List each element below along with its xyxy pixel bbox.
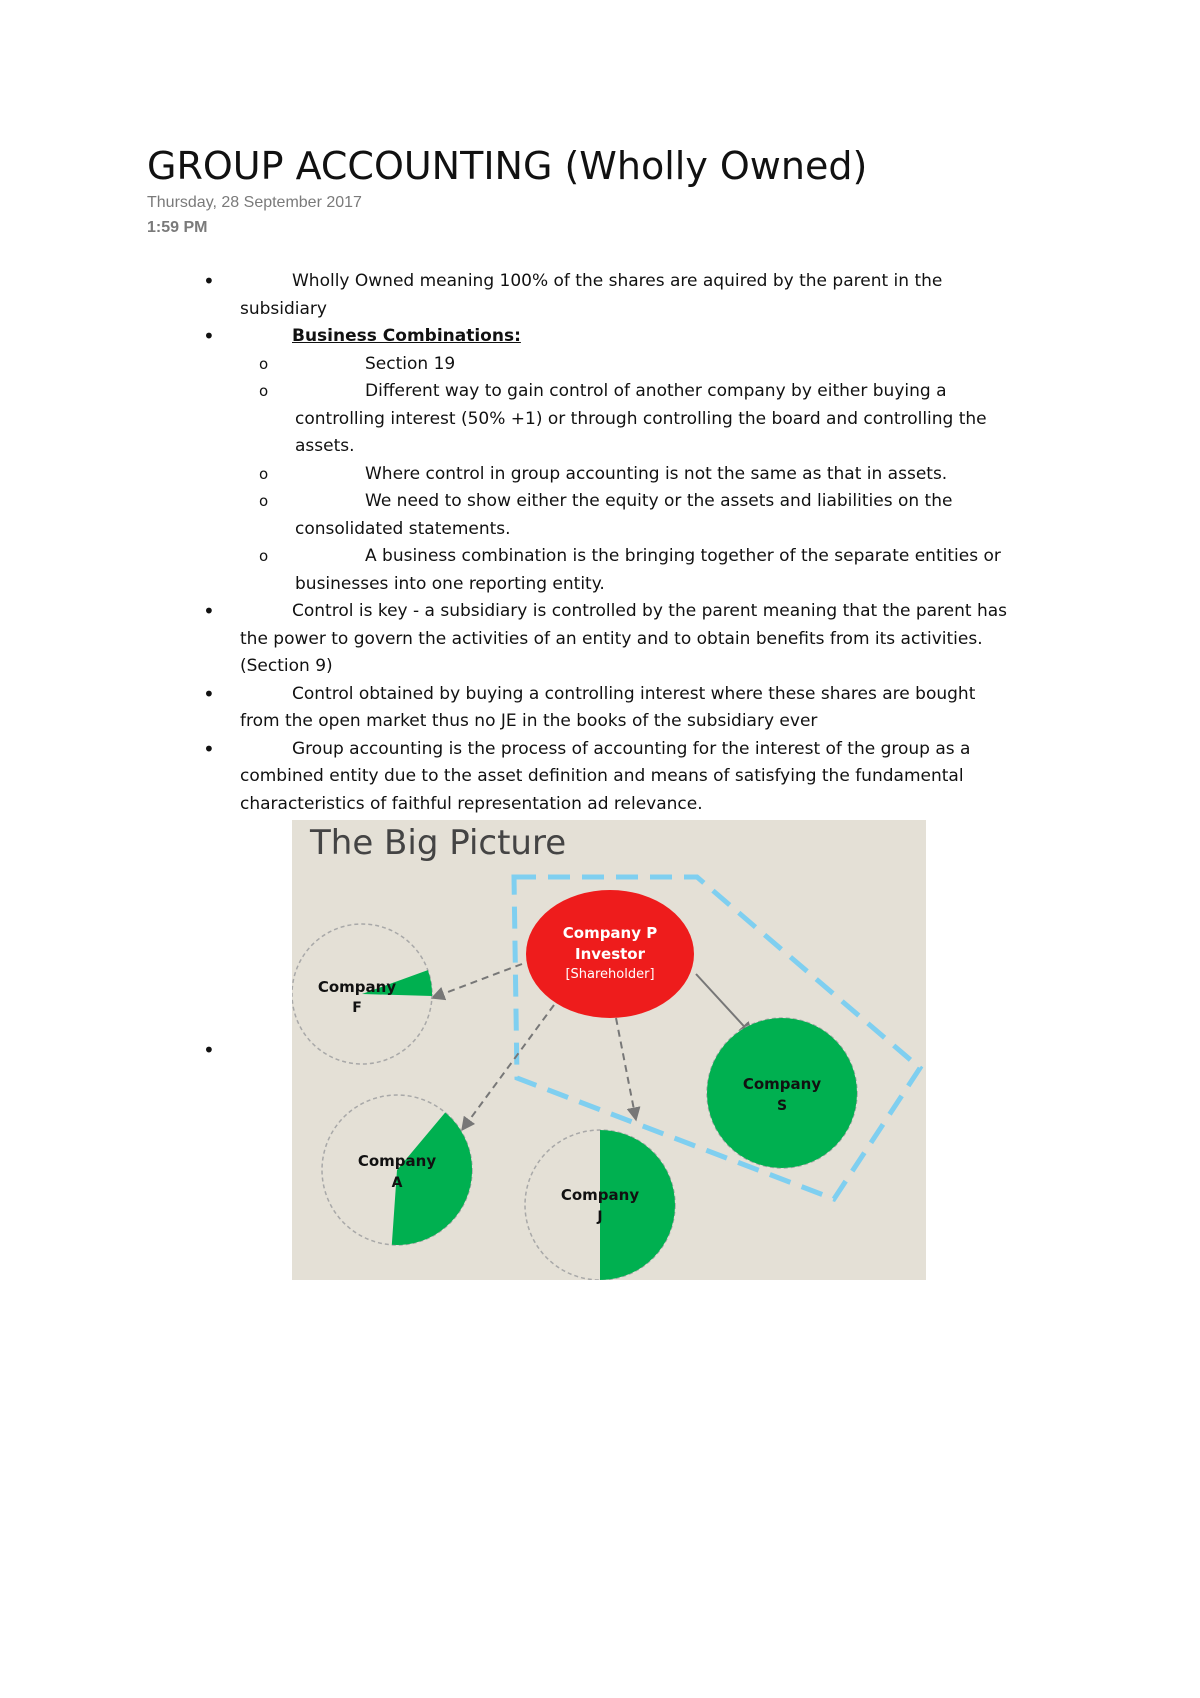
bullet-text: subsidiary — [240, 298, 327, 319]
sub-bullet-definition — [0, 543, 1030, 598]
bullet-text: We need to show either the equity or the assets and liabilities on the — [365, 491, 953, 511]
company-s-ownership-slice — [707, 1018, 857, 1168]
bullet-text: Different way to gain control of another company by either buying a — [365, 381, 947, 401]
bullet-marker: • — [203, 1038, 215, 1062]
bullet-text: Control is key - a subsidiary is controlled by the parent meaning that the parent has — [292, 601, 1008, 621]
bullet-marker: • — [203, 599, 215, 623]
sub-bullet-marker: o — [259, 464, 269, 483]
note-time: 1:59 PM — [147, 219, 208, 236]
bullet-control-is-key — [0, 598, 1060, 681]
sub-bullet-control-vs-assets — [0, 461, 1030, 489]
sub-bullet-marker: o — [259, 354, 269, 373]
company-j-letter: J — [597, 1209, 603, 1225]
sub-bullet-section-19 — [0, 351, 1030, 379]
sub-bullet-marker: o — [259, 492, 269, 510]
company-f-label: Company — [317, 978, 397, 996]
page-title: GROUP ACCOUNTING (Wholly Owned) — [147, 144, 868, 188]
bullet-text: characteristics of faithful representation ad relevance. — [240, 793, 703, 814]
bullet-control-obtained — [0, 681, 1060, 736]
arrow-to-company-a — [462, 1005, 554, 1130]
note-date: Thursday, 28 September 2017 — [147, 194, 362, 211]
big-picture-figure — [292, 820, 926, 1280]
arrow-to-company-j — [616, 1018, 636, 1120]
bullet-text: Where control in group accounting is not the same as that in assets. — [365, 463, 948, 484]
bullet-text: consolidated statements. — [295, 518, 511, 539]
note-body — [0, 268, 1200, 818]
company-p-name: Company P — [562, 924, 658, 942]
section-heading: Business Combinations: — [292, 326, 521, 346]
bullet-marker: • — [203, 324, 215, 348]
bullet-marker: • — [203, 736, 215, 761]
bullet-marker: • — [203, 681, 215, 706]
arrow-to-company-s — [696, 974, 752, 1035]
company-a-letter: A — [391, 1175, 403, 1191]
bullet-wholly-owned — [0, 268, 1060, 323]
bullet-text: Section 19 — [365, 353, 456, 374]
sub-bullet-marker: o — [259, 547, 269, 565]
bullet-marker: • — [203, 269, 215, 293]
bullet-text: Control obtained by buying a controlling interest where these shares are bought — [292, 683, 976, 704]
bullet-text: (Section 9) — [240, 656, 333, 676]
company-f-letter: F — [352, 1000, 362, 1016]
sub-bullet-marker: o — [259, 382, 269, 400]
big-picture-diagram — [292, 820, 926, 1280]
bullet-text: A business combination is the bringing together of the separate entities or — [365, 546, 1001, 566]
company-j-label: Company — [560, 1186, 640, 1204]
company-p-shareholder: [Shareholder] — [565, 967, 655, 982]
arrow-to-company-f — [432, 964, 522, 998]
bullet-text: the power to govern the activities of an entity and to obtain benefits from its activities. — [240, 628, 983, 649]
company-s-label: Company — [742, 1075, 822, 1093]
company-a-ownership-slice — [392, 1113, 472, 1245]
bullet-text: combined entity due to the asset definition and means of satisfying the fundamental — [240, 766, 964, 786]
bullet-group-accounting — [0, 736, 1060, 819]
company-j-ownership-slice — [600, 1130, 675, 1280]
bullet-text: assets. — [295, 436, 355, 456]
company-s-letter: S — [776, 1098, 788, 1114]
sub-bullet-equity-or-assets — [0, 488, 1030, 543]
bullet-text: businesses into one reporting entity. — [295, 573, 605, 594]
company-p-role: Investor — [574, 945, 646, 963]
company-a-label: Company — [357, 1152, 437, 1170]
bullet-text: controlling interest (50% +1) or through controlling the board and controlling the — [295, 408, 987, 429]
bullet-text: Wholly Owned meaning 100% of the shares are aquired by the parent in the — [292, 271, 943, 291]
figure-title: The Big Picture — [310, 823, 567, 863]
bullet-text: Group accounting is the process of accounting for the interest of the group as a — [292, 738, 971, 759]
bullet-business-combinations — [0, 323, 1060, 351]
sub-bullet-gain-control — [0, 378, 1030, 461]
bullet-text: from the open market thus no JE in the books of the subsidiary ever — [240, 711, 818, 731]
